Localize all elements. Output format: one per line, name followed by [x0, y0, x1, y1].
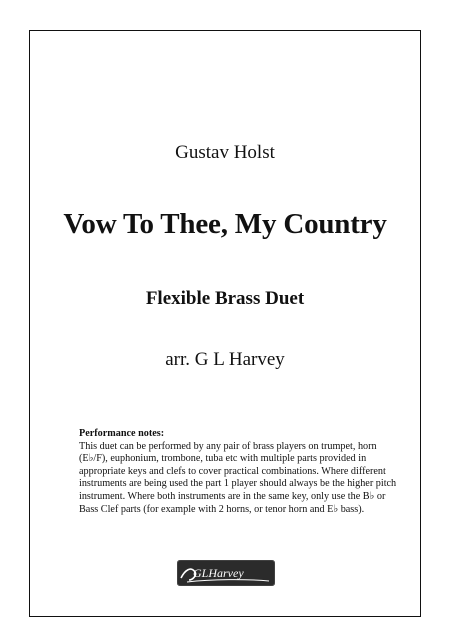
performance-notes-heading: Performance notes: — [79, 428, 165, 439]
composer-name: Gustav Holst — [175, 142, 275, 163]
score-title: Vow To Thee, My Country — [63, 208, 387, 240]
page-border — [29, 30, 421, 617]
publisher-logo-text: GLHarvey — [193, 566, 244, 580]
publisher-logo — [177, 560, 275, 586]
score-subtitle: Flexible Brass Duet — [145, 288, 305, 309]
performance-notes-body: This duet can be performed by any pair of brass players on trumpet, horn (E♭/F), euphonium, trombone, tuba etc with multiple parts provided in appropriate keys and clefs to cover practical combinations. Where different instruments are being used the part 1 player should always be the higher pitch instrument. Where both instruments are in the same key, only use the B♭ or Bass Clef parts (for example with 2 horns, or tenor horn and E♭ bass). — [79, 440, 397, 515]
performance-notes — [79, 428, 399, 516]
arranger-credit: arr. G L Harvey — [165, 349, 285, 370]
